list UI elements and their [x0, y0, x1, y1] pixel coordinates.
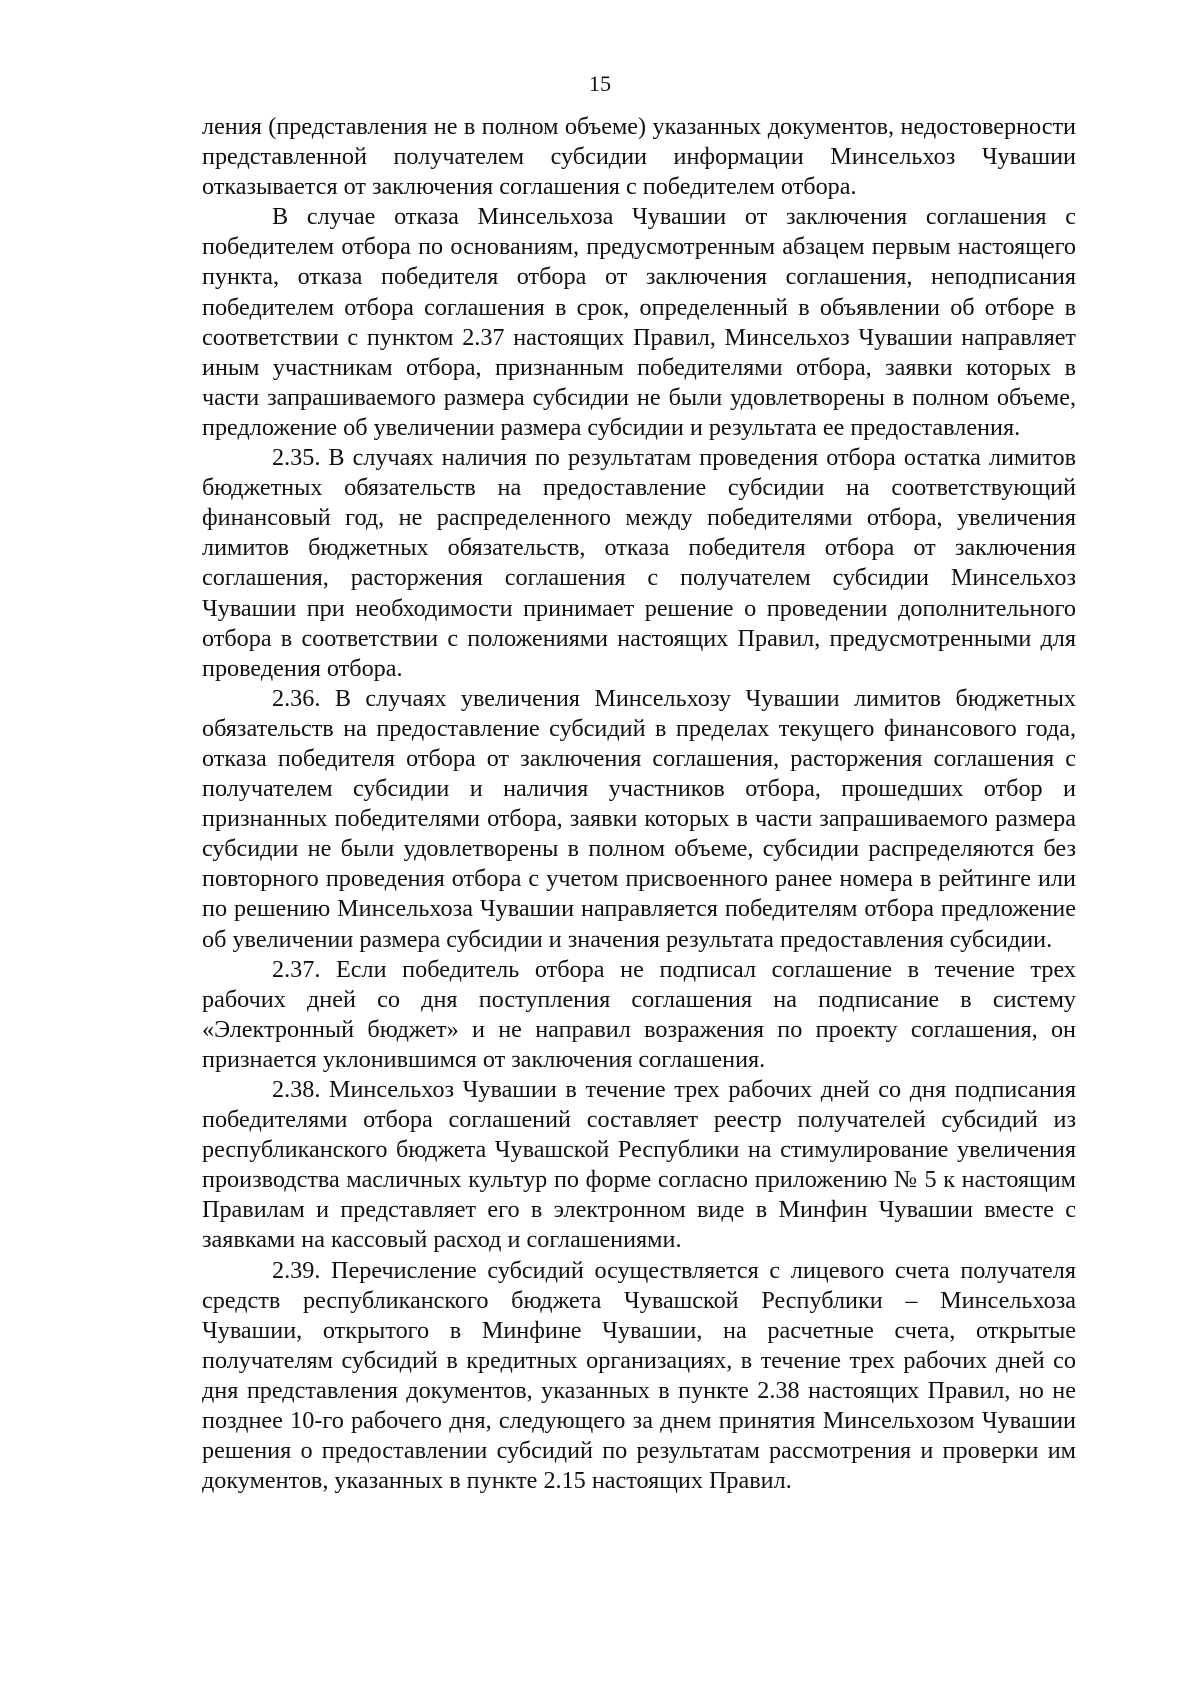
page-number: 15 — [589, 71, 611, 96]
paragraph-refusal-case: В случае отказа Минсельхоза Чувашии от заключения соглашения с победителем отбора по основаниям, предусмотренным абзацем первым настоящего пункта, отказа победителя отбора от заключения соглашения, неподписания победителем отбора соглашения в срок, определенный в объявлении об отборе в соответствии с пунктом 2.37 настоящих Правил, Минсельхоз Чувашии направляет иным участникам отбора, признанным победителями отбора, заявки которых в части запрашиваемого размера субсидии не были удовлетворены в полном объеме, предложение об увеличении размера субсидии и результата ее предоставления. — [202, 203, 1076, 441]
paragraph-continuation: ления (представления не в полном объеме) указанных документов, недостоверности представленной получателем субсидии информации Минсельхоз Чувашии отказывается от заключения соглашения с победителем отбора. — [202, 113, 1076, 201]
document-body — [202, 112, 1076, 1496]
paragraph-2-38: 2.38. Минсельхоз Чувашии в течение трех рабочих дней со дня подписания победителями отбора соглашений составляет реестр получателей субсидий из республиканского бюджета Чувашской Республики на стимулирование увеличения производства масличных культур по форме согласно приложению № 5 к настоящим Правилам и представляет его в электронном виде в Минфин Чувашии вместе с заявками на кассовый расход и соглашениями. — [202, 1076, 1076, 1254]
paragraph-2-35: 2.35. В случаях наличия по результатам проведения отбора остатка лимитов бюджетных обязательств на предоставление субсидии на соответствующий финансовый год, не распределенного между победителями отбора, увеличения лимитов бюджетных обязательств, отказа победителя отбора от заключения соглашения, расторжения соглашения с получателем субсидии Минсельхоз Чувашии при необходимости принимает решение о проведении дополнительного отбора в соответствии с положениями настоящих Правил, предусмотренными для проведения отбора. — [202, 444, 1076, 682]
paragraph-2-39: 2.39. Перечисление субсидий осуществляется с лицевого счета получателя средств республиканского бюджета Чувашской Республики – Минсельхоза Чувашии, открытого в Минфине Чувашии, на расчетные счета, открытые получателям субсидий в кредитных организациях, в течение трех рабочих дней со дня представления документов, указанных в пункте 2.38 настоящих Правил, но не позднее 10-го рабочего дня, следующего за днем принятия Минсельхозом Чувашии решения о предоставлении субсидий по результатам рассмотрения и проверки им документов, указанных в пункте 2.15 настоящих Правил. — [202, 1256, 1076, 1495]
paragraph-2-36: 2.36. В случаях увеличения Минсельхозу Чувашии лимитов бюджетных обязательств на предоставление субсидий в пределах текущего финансового года, отказа победителя отбора от заключения соглашения, расторжения соглашения с получателем субсидии и наличия участников отбора, прошедших отбор и признанных победителями отбора, заявки которых в части запрашиваемого размера субсидии не были удовлетворены в полном объеме, субсидии распределяются без повторного проведения отбора с учетом присвоенного ранее номера в рейтинге или по решению Минсельхоза Чувашии направляется победителям отбора предложение об увеличении размера субсидии и значения результата предоставления субсидии. — [202, 684, 1076, 953]
paragraph-2-37: 2.37. Если победитель отбора не подписал соглашение в течение трех рабочих дней со дня поступления соглашения на подписание в систему «Электронный бюджет» и не направил возражения по проекту соглашения, он признается уклонившимся от заключения соглашения. — [202, 955, 1076, 1073]
